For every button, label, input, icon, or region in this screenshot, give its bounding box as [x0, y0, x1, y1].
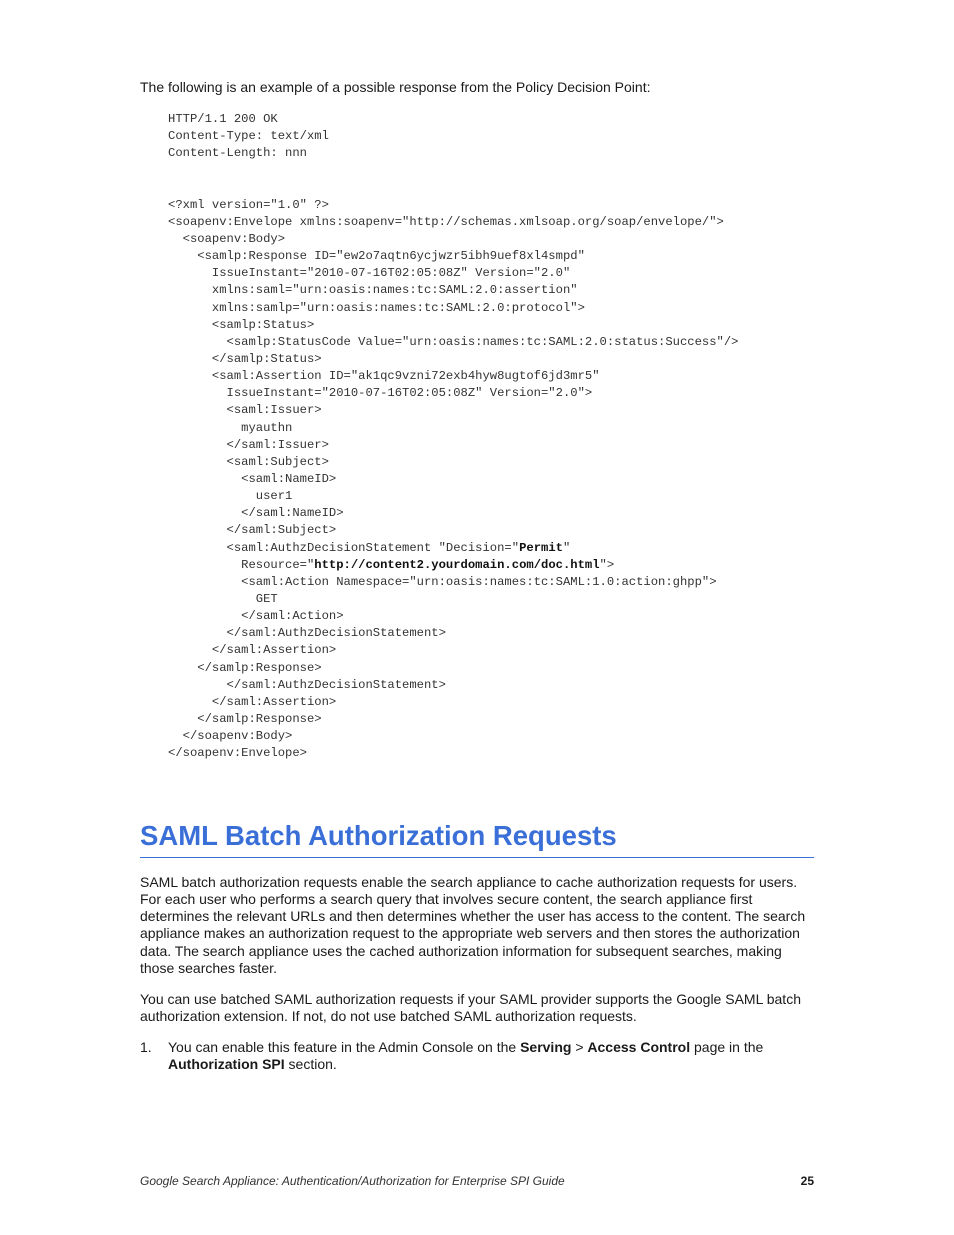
code-text: </soapenv:Envelope>	[168, 746, 307, 761]
code-text: <saml:AuthzDecisionStatement "Decision="	[168, 540, 520, 555]
code-text: Content-Length: nnn	[168, 146, 307, 161]
code-line	[168, 162, 828, 179]
code-line	[168, 591, 828, 608]
code-line	[168, 745, 828, 762]
code-block	[168, 111, 828, 762]
menu-access-control: Access Control	[587, 1039, 691, 1055]
code-text: <samlp:StatusCode Value="urn:oasis:names:tc:SAML:2.0:status:Success"/>	[168, 334, 739, 349]
code-line	[168, 282, 828, 299]
code-text: <samlp:Status>	[168, 317, 315, 332]
code-text: </samlp:Response>	[168, 711, 322, 726]
code-line	[168, 351, 828, 368]
paragraph-batch-usage: You can use batched SAML authorization requests if your SAML provider supports the Google SAML batch authorization extension. If not, do not use batched SAML authorization requests.	[140, 991, 801, 1025]
code-line	[168, 711, 828, 728]
code-line	[168, 608, 828, 625]
code-line	[168, 488, 828, 505]
code-text: </saml:AuthzDecisionStatement>	[168, 626, 446, 641]
code-line	[168, 694, 828, 711]
step-item	[140, 1039, 815, 1073]
code-text: </saml:NameID>	[168, 506, 344, 521]
code-text-tail: "	[562, 540, 571, 555]
code-line	[168, 471, 828, 488]
code-line	[168, 402, 828, 419]
code-line	[168, 214, 828, 231]
code-line	[168, 248, 828, 265]
intro-paragraph: The following is an example of a possible response from the Policy Decision Point:	[140, 79, 651, 95]
code-line	[168, 660, 828, 677]
code-emphasis: http://content2.yourdomain.com/doc.html	[314, 557, 600, 572]
code-line	[168, 574, 828, 591]
code-text: <saml:Action Namespace="urn:oasis:names:tc:SAML:1.0:action:ghpp">	[168, 574, 717, 589]
code-text: HTTP/1.1 200 OK	[168, 112, 278, 126]
code-text: <saml:Assertion ID="ak1qc9vzni72exb4hyw8ugtof6jd3mr5"	[168, 369, 600, 384]
step-text-after: section.	[284, 1056, 337, 1073]
code-line	[168, 677, 828, 694]
code-line	[168, 505, 828, 522]
code-text: </saml:Action>	[168, 609, 344, 624]
code-text: myauthn	[168, 420, 293, 435]
footer-guide-title: Google Search Appliance: Authentication/Authorization for Enterprise SPI Guide	[140, 1174, 565, 1188]
code-text: </saml:Subject>	[168, 523, 337, 538]
code-text: </samlp:Response>	[168, 660, 322, 675]
code-line	[168, 145, 828, 162]
code-line	[168, 334, 828, 351]
code-text: <saml:Subject>	[168, 454, 329, 469]
code-line	[168, 625, 828, 642]
code-line	[168, 540, 828, 557]
code-line	[168, 197, 828, 214]
code-text: xmlns:samlp="urn:oasis:names:tc:SAML:2.0:protocol">	[168, 300, 585, 315]
code-text: <saml:NameID>	[168, 471, 337, 486]
section-heading: SAML Batch Authorization Requests	[140, 818, 814, 858]
code-text: </saml:AuthzDecisionStatement>	[168, 677, 446, 692]
code-text: <samlp:Response ID="ew2o7aqtn6ycjwzr5ibh9uef8xl4smpd"	[168, 249, 585, 264]
code-line	[168, 111, 828, 128]
code-text: <soapenv:Body>	[168, 231, 286, 246]
code-line	[168, 522, 828, 539]
code-line	[168, 420, 828, 437]
menu-separator: >	[571, 1039, 588, 1055]
code-line	[168, 180, 828, 197]
code-line	[168, 368, 828, 385]
code-text: GET	[168, 591, 278, 606]
code-line	[168, 128, 828, 145]
code-line	[168, 642, 828, 659]
code-text: Content-Type: text/xml	[168, 129, 329, 144]
code-line	[168, 231, 828, 248]
step-text-before: You can enable this feature in the Admin Console on the	[168, 1039, 521, 1055]
code-text: user1	[168, 489, 293, 504]
code-text-tail: ">	[599, 557, 615, 572]
code-text: IssueInstant="2010-07-16T02:05:08Z" Version="2.0"	[168, 266, 571, 281]
code-text: xmlns:saml="urn:oasis:names:tc:SAML:2.0:assertion"	[168, 283, 578, 298]
code-line	[168, 265, 828, 282]
code-emphasis: Permit	[519, 540, 563, 555]
code-text: </saml:Assertion>	[168, 643, 337, 658]
code-text: Resource="	[168, 557, 315, 572]
menu-serving: Serving	[520, 1039, 572, 1055]
step-text	[168, 1039, 815, 1073]
code-line	[168, 728, 828, 745]
code-line	[168, 437, 828, 454]
code-text: <saml:Issuer>	[168, 403, 322, 418]
step-text-middle: page in the	[690, 1039, 764, 1055]
code-line	[168, 454, 828, 471]
code-text: <soapenv:Envelope xmlns:soapenv="http://schemas.xmlsoap.org/soap/envelope/">	[168, 214, 724, 229]
code-text: </saml:Assertion>	[168, 694, 337, 709]
code-text: </saml:Issuer>	[168, 437, 329, 452]
step-number: 1.	[140, 1039, 152, 1055]
page-number: 25	[800, 1174, 814, 1188]
section-authorization-spi: Authorization SPI	[168, 1056, 285, 1073]
code-text: </soapenv:Body>	[168, 729, 293, 744]
code-line	[168, 385, 828, 402]
code-text: IssueInstant="2010-07-16T02:05:08Z" Version="2.0">	[168, 386, 593, 401]
paragraph-batch-intro: SAML batch authorization requests enable the search appliance to cache authorization requests for users. For each user who performs a search query that involves secure content, the search appliance first determines the relevant URLs and then determines whether the user has access to the content. The search appliance makes an authorization request to the appropriate web servers and then stores the authorization data. The search appliance uses the cached authorization information for subsequent searches, making those searches faster.	[140, 874, 806, 976]
code-text: </samlp:Status>	[168, 351, 322, 366]
code-line	[168, 300, 828, 317]
code-line	[168, 557, 828, 574]
code-text: <?xml version="1.0" ?>	[168, 197, 329, 212]
code-line	[168, 317, 828, 334]
